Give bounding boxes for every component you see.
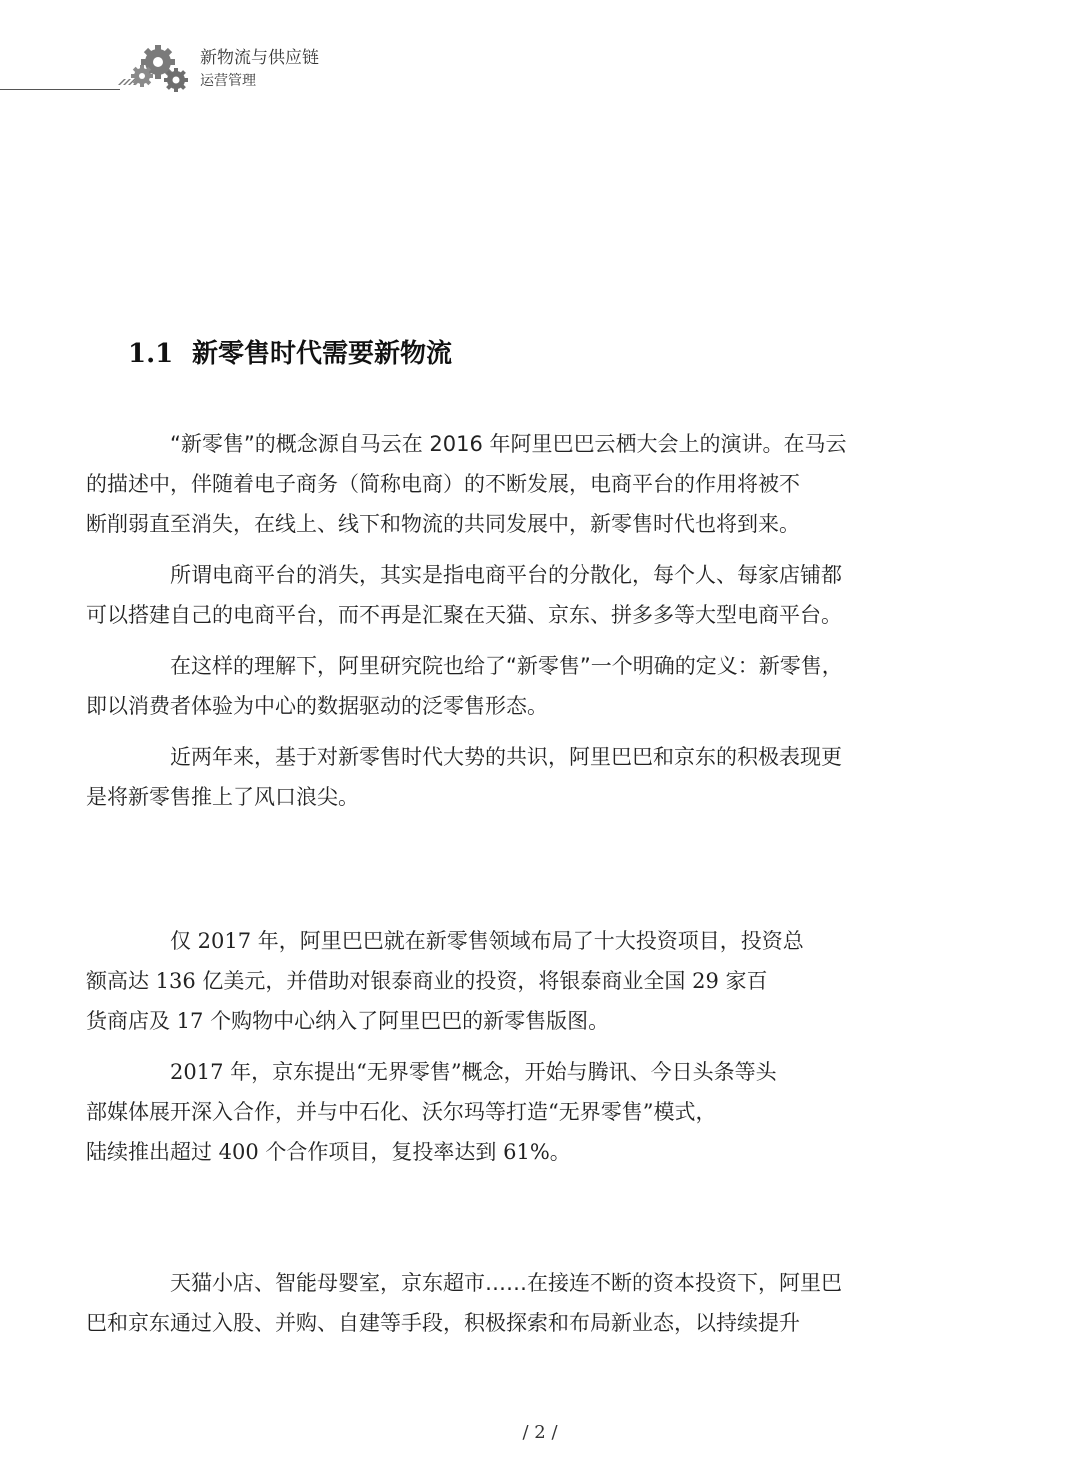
body-text-block-a — [86, 424, 918, 817]
gears-logo-icon — [116, 42, 196, 98]
paragraph-line: 仅 2017 年，阿里巴巴就在新零售领域布局了十大投资项目，投资总 — [170, 929, 804, 953]
paragraph-line: 的描述中，伴随着电子商务（简称电商）的不断发展，电商平台的作用将被不 — [86, 472, 800, 496]
body-text-block-c — [86, 1263, 918, 1343]
section-number: 1.1 — [128, 339, 174, 369]
paragraph-line: 可以搭建自己的电商平台，而不再是汇聚在天猫、京东、拼多多等大型电商平台。 — [86, 603, 842, 627]
page-number: / 2 / — [522, 1422, 558, 1443]
paragraph — [86, 1263, 918, 1343]
section-heading — [128, 334, 452, 374]
paragraph-line: 2017 年，京东提出“无界零售”概念，开始与腾讯、今日头条等头 — [170, 1060, 777, 1084]
paragraph — [86, 646, 918, 726]
paragraph — [86, 424, 918, 544]
paragraph-line: 部媒体展开深入合作，并与中石化、沃尔玛等打造“无界零售”模式， — [86, 1100, 717, 1124]
paragraph-line: 断削弱直至消失，在线上、线下和物流的共同发展中，新零售时代也将到来。 — [86, 512, 800, 536]
page-header — [0, 40, 400, 100]
paragraph-line: 巴和京东通过入股、并购、自建等手段，积极探索和布局新业态，以持续提升 — [86, 1311, 800, 1335]
paragraph-line: 在这样的理解下，阿里研究院也给了“新零售”一个明确的定义：新零售， — [170, 654, 843, 678]
header-rule — [0, 89, 120, 90]
paragraph — [86, 1052, 918, 1172]
paragraph-line: 是将新零售推上了风口浪尖。 — [86, 785, 359, 809]
body-text-block-b — [86, 921, 918, 1172]
paragraph — [86, 555, 918, 635]
paragraph-line: “新零售”的概念源自马云在 2016 年阿里巴巴云栖大会上的演讲。在马云 — [170, 432, 847, 456]
section-title: 新零售时代需要新物流 — [192, 339, 453, 369]
paragraph-line: 货商店及 17 个购物中心纳入了阿里巴巴的新零售版图。 — [86, 1009, 610, 1033]
paragraph-line: 陆续推出超过 400 个合作项目，复投率达到 61%。 — [86, 1140, 571, 1164]
paragraph-line: 额高达 136 亿美元，并借助对银泰商业的投资，将银泰商业全国 29 家百 — [86, 969, 768, 993]
paragraph-line: 天猫小店、智能母婴室，京东超市……在接连不断的资本投资下，阿里巴 — [170, 1271, 842, 1295]
paragraph-line: 即以消费者体验为中心的数据驱动的泛零售形态。 — [86, 694, 548, 718]
book-title: 新物流与供应链 — [200, 48, 319, 68]
paragraph — [86, 737, 918, 817]
paragraph-line: 所谓电商平台的消失，其实是指电商平台的分散化，每个人、每家店铺都 — [170, 563, 842, 587]
paragraph-line: 近两年来，基于对新零售时代大势的共识，阿里巴巴和京东的积极表现更 — [170, 745, 842, 769]
paragraph — [86, 921, 918, 1041]
book-subtitle: 运营管理 — [200, 73, 256, 89]
